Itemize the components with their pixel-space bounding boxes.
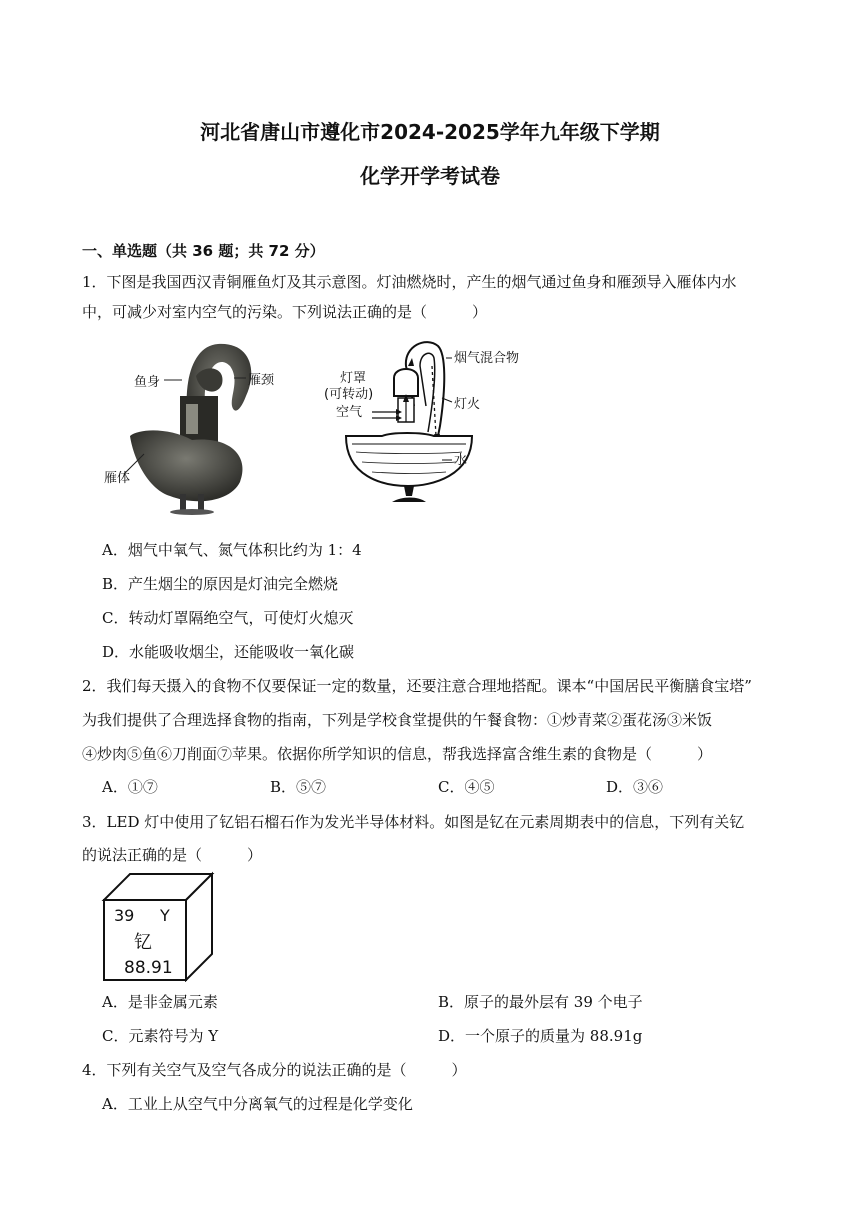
q3-option-d: D．一个原子的质量为 88.91g	[438, 1027, 643, 1045]
lamp-schematic-diagram	[322, 336, 537, 511]
section-heading: 一、单选题（共 36 题；共 72 分）	[82, 242, 325, 260]
label-fire: 灯火	[454, 397, 481, 412]
label-shade-rotatable: (可转动)	[324, 387, 374, 402]
q2-option-c: C．④⑤	[438, 778, 495, 796]
q2-stem-line3: ④炒肉⑤鱼⑥刀削面⑦苹果。依据你所学知识的信息，帮我选择富含维生素的食物是（ ）	[82, 745, 713, 763]
q3-stem-line1: 3．LED 灯中使用了钇铝石榴石作为发光半导体材料。如图是钇在元素周期表中的信息，下列有关钇	[82, 813, 745, 831]
q1-option-c: C．转动灯罩隔绝空气，可使灯火熄灭	[102, 609, 354, 627]
page-subtitle: 化学开学考试卷	[360, 164, 500, 188]
element-name: 钇	[134, 932, 152, 953]
label-yanjing: 雁颈	[248, 373, 275, 388]
label-water: 水	[454, 453, 468, 468]
q1-option-b: B．产生烟尘的原因是灯油完全燃烧	[102, 575, 339, 593]
label-yushen: 鱼身	[134, 375, 161, 390]
q3-option-b: B．原子的最外层有 39 个电子	[438, 993, 643, 1011]
goose-fish-lamp-photo	[100, 336, 290, 516]
label-yanti: 雁体	[104, 471, 131, 486]
q1-stem-line2: 中，可减少对室内空气的污染。下列说法正确的是（ ）	[82, 303, 488, 321]
q1-option-a: A．烟气中氧气、氮气体积比约为 1：4	[102, 541, 362, 559]
q2-option-a: A．①⑦	[102, 778, 158, 796]
q2-stem-line1: 2．我们每天摄入的食物不仅要保证一定的数量，还要注意合理地搭配。课本“中国居民平衡膳食宝塔”	[82, 677, 752, 695]
q1-stem-line1: 1．下图是我国西汉青铜雁鱼灯及其示意图。灯油燃烧时，产生的烟气通过鱼身和雁颈导入雁体内水	[82, 273, 737, 291]
label-shade: 灯罩	[340, 371, 367, 386]
element-symbol: Y	[160, 906, 170, 925]
label-smoke: 烟气混合物	[454, 351, 520, 366]
q1-option-d: D．水能吸收烟尘，还能吸收一氧化碳	[102, 643, 355, 661]
element-cell-yttrium	[100, 870, 216, 982]
element-atomic-mass: 88.91	[124, 958, 173, 978]
q4-option-a: A．工业上从空气中分离氧气的过程是化学变化	[102, 1095, 413, 1113]
element-atomic-number: 39	[114, 906, 135, 925]
page-title: 河北省唐山市遵化市2024-2025学年九年级下学期	[200, 120, 660, 144]
q2-option-b: B．⑤⑦	[270, 778, 327, 796]
q2-option-d: D．③⑥	[606, 778, 664, 796]
q3-option-c: C．元素符号为 Y	[102, 1027, 219, 1045]
q3-option-a: A．是非金属元素	[102, 993, 218, 1011]
label-air: 空气	[336, 405, 363, 420]
q3-stem-line2: 的说法正确的是（ ）	[82, 846, 263, 864]
q2-stem-line2: 为我们提供了合理选择食物的指南，下列是学校食堂提供的午餐食物：①炒青菜②蛋花汤③米饭	[82, 711, 713, 729]
q4-stem-line1: 4．下列有关空气及空气各成分的说法正确的是（ ）	[82, 1061, 467, 1079]
